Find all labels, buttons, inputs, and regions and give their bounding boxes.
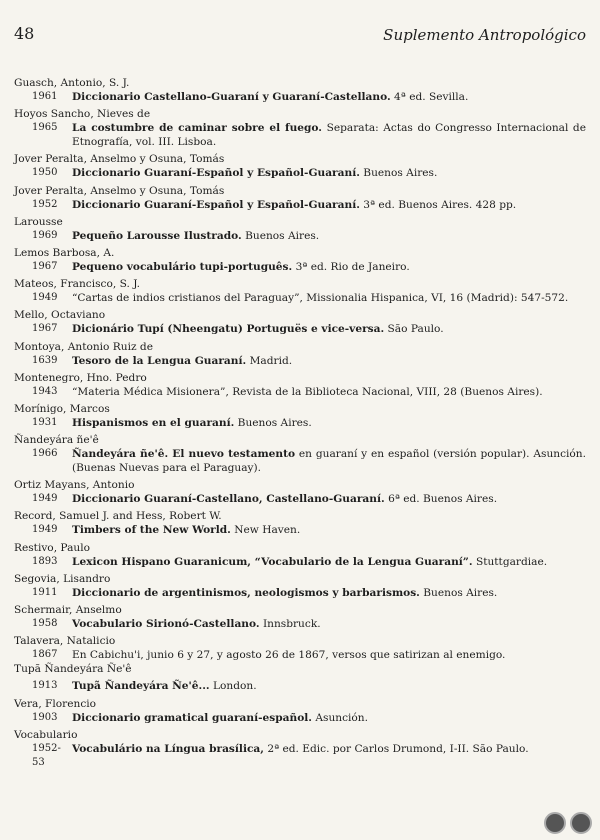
entry-work	[64, 617, 586, 631]
entry-year: 1893	[32, 555, 58, 567]
entry-work	[64, 385, 586, 399]
entry-author: Jover Peralta, Anselmo y Osuna, Tomás	[14, 184, 225, 197]
entry-work	[64, 260, 586, 274]
entry-author: Talavera, Natalicio	[14, 635, 116, 648]
bibliography-entry	[14, 478, 586, 506]
entry-work	[64, 648, 586, 662]
entry-details: Asunción.	[312, 711, 368, 724]
entry-author: Tupã Ñandeyára Ñe'ê	[14, 663, 132, 676]
entry-line	[14, 354, 586, 368]
entry-year: 1950	[32, 167, 58, 179]
entry-title: Vocabulário na Língua brasílica,	[72, 742, 264, 755]
entry-work	[64, 322, 586, 336]
entry-year: 1867	[32, 649, 58, 661]
entry-author: Mello, Octaviano	[14, 309, 106, 322]
entry-author: Segovia, Lisandro	[14, 572, 111, 585]
entry-work	[64, 121, 586, 149]
entry-details: 3ª ed. Buenos Aires. 428 pp.	[359, 198, 517, 211]
entry-year: 1961	[32, 91, 58, 102]
entry-line	[14, 492, 586, 506]
entry-author: Montenegro, Hno. Pedro	[14, 371, 147, 384]
entry-work	[64, 555, 586, 569]
entry-work	[64, 90, 586, 104]
entry-author: Montoya, Antonio Ruiz de	[14, 340, 153, 353]
entry-year: 1967	[32, 323, 58, 335]
running-head: Suplemento Antropológico	[383, 26, 586, 44]
entry-details: Innsbruck.	[259, 618, 321, 630]
entry-year: 1639	[32, 354, 58, 366]
entry-details: 2ª ed. Edic. por Carlos Drumond, I-II. São Paulo.	[263, 742, 529, 755]
entry-title: La costumbre de caminar sobre el fuego.	[72, 122, 322, 135]
entry-details: 6ª ed. Buenos Aires.	[384, 493, 498, 506]
entry-details: Buenos Aires.	[359, 167, 438, 180]
entry-title: Diccionario Guaraní-Español y Español-Guaraní.	[72, 167, 360, 180]
entry-year: 1903	[32, 711, 58, 723]
entry-author: Lemos Barbosa, A.	[14, 246, 115, 259]
entry-title: Lexicon Hispano Guaranicum, “Vocabulario de la Lengua Guaraní”.	[72, 555, 473, 568]
entry-year: 1966	[32, 448, 58, 460]
bibliography-entry	[14, 371, 586, 399]
bibliography-list	[14, 76, 586, 773]
entry-details: London.	[209, 680, 257, 693]
entry-title: Diccionario de argentinismos, neologismos y barbarismos.	[72, 586, 420, 599]
bibliography-entry	[14, 634, 586, 676]
bibliography-entry	[14, 107, 586, 149]
entry-work	[64, 229, 586, 243]
entry-details: 3ª ed. Rio de Janeiro.	[292, 260, 410, 273]
corner-icons	[544, 812, 592, 834]
entry-line	[14, 447, 586, 475]
page-number: 48	[14, 24, 35, 43]
entry-line	[14, 586, 586, 600]
bibliography-entry	[14, 184, 586, 212]
entry-title: Hispanismos en el guaraní.	[72, 416, 235, 429]
entry-year: 1911	[32, 586, 58, 598]
entry-line	[14, 322, 586, 336]
bibliography-entry	[14, 679, 586, 693]
entry-line	[14, 416, 586, 430]
entry-details: Separata: Actas do Congresso Internacional de Etnografía, vol. III. Lisboa.	[72, 122, 586, 149]
bibliography-entry	[14, 277, 586, 305]
entry-details: Buenos Aires.	[234, 416, 312, 429]
entry-author: Hoyos Sancho, Nieves de	[14, 108, 151, 121]
entry-title: Diccionario Castellano-Guaraní y Guaraní-Castellano.	[72, 91, 391, 103]
entry-line	[14, 260, 586, 274]
entry-title: Vocabulario Sirionó-Castellano.	[72, 618, 260, 630]
entry-line	[14, 555, 586, 569]
entry-year: 1952-53	[32, 742, 61, 768]
entry-details: en guaraní y en español (versión popular). Asunción. (Buenas Nuevas para el Paraguay).	[72, 448, 586, 475]
entry-year: 1931	[32, 416, 58, 428]
bibliography-entry	[14, 152, 586, 180]
entry-author: Guasch, Antonio, S. J.	[14, 77, 130, 89]
entry-year: 1967	[32, 260, 58, 272]
entry-title: Diccionario gramatical guaraní-español.	[72, 711, 312, 724]
bibliography-entry	[14, 246, 586, 274]
entry-details: “Cartas de indios cristianos del Paraguay”, Missionalia Hispanica, VI, 16 (Madrid): 547-572.	[72, 292, 569, 305]
circle-badge-icon	[570, 812, 592, 834]
entry-author: Vocabulario	[14, 728, 78, 741]
entry-work	[64, 354, 586, 368]
entry-line	[14, 617, 586, 631]
entry-author: Jover Peralta, Anselmo y Osuna, Tomás	[14, 153, 225, 166]
entry-title: Tupã Ñandeyára Ñe'ê...	[72, 680, 210, 693]
entry-title: Tesoro de la Lengua Guaraní.	[72, 354, 247, 367]
entry-work	[64, 291, 586, 305]
entry-title: Dicionário Tupí (Nheengatu) Portuguës e vice-versa.	[72, 323, 385, 336]
entry-year: 1943	[32, 385, 58, 397]
entry-author: Schermair, Anselmo	[14, 604, 122, 616]
entry-details: New Haven.	[230, 524, 301, 537]
entry-line	[14, 679, 586, 693]
entry-line	[14, 121, 586, 149]
entry-author: Mateos, Francisco, S. J.	[14, 278, 141, 291]
bibliography-entry	[14, 76, 586, 104]
entry-line	[14, 711, 586, 725]
entry-work	[64, 492, 586, 506]
entry-year: 1949	[32, 493, 58, 505]
entry-year: 1949	[32, 524, 58, 536]
entry-work	[64, 523, 586, 537]
entry-title: Pequeno vocabulário tupi-português.	[72, 260, 293, 273]
entry-line	[14, 385, 586, 399]
entry-details: En Cabichu'i, junio 6 y 27, y agosto 26 de 1867, versos que satirizan al enemigo.	[72, 649, 506, 662]
entry-work	[64, 586, 586, 600]
entry-details: Buenos Aires.	[419, 586, 498, 599]
entry-line	[14, 291, 586, 305]
bibliography-entry	[14, 509, 586, 537]
bibliography-entry	[14, 697, 586, 725]
entry-details: São Paulo.	[384, 323, 444, 336]
entry-author: Restivo, Paulo	[14, 541, 90, 554]
bibliography-entry	[14, 215, 586, 243]
entry-author: Vera, Florencio	[14, 697, 97, 710]
entry-title: Ñandeyára ñe'ê. El nuevo testamento	[72, 448, 296, 461]
entry-year: 1965	[32, 122, 58, 134]
entry-line	[14, 229, 586, 243]
entry-year: 1952	[32, 198, 58, 210]
entry-author: Ñandeyára ñe'ê	[14, 434, 99, 447]
entry-line	[14, 742, 586, 770]
bibliography-entry	[14, 308, 586, 336]
bibliography-entry	[14, 541, 586, 569]
entry-title: Diccionario Guaraní-Castellano, Castellano-Guaraní.	[72, 493, 385, 506]
entry-details: Madrid.	[246, 354, 293, 367]
entry-author: Record, Samuel J. and Hess, Robert W.	[14, 510, 222, 523]
entry-line	[14, 166, 586, 180]
entry-details: Buenos Aires.	[241, 229, 320, 242]
bibliography-entry	[14, 728, 586, 770]
entry-details: 4ª ed. Sevilla.	[390, 91, 469, 103]
entry-title: Diccionario Guaraní-Español y Español-Guaraní.	[72, 198, 360, 211]
entry-year: 1949	[32, 292, 58, 304]
bibliography-entry	[14, 340, 586, 368]
bibliography-entry	[14, 603, 586, 631]
entry-work	[64, 679, 586, 693]
bibliography-entry	[14, 572, 586, 600]
bibliography-entry	[14, 402, 586, 430]
entry-author: Ortiz Mayans, Antonio	[14, 479, 135, 492]
entry-title: Timbers of the New World.	[72, 524, 231, 537]
bibliography-entry	[14, 433, 586, 475]
entry-year: 1958	[32, 618, 58, 629]
entry-work	[64, 166, 586, 180]
entry-year: 1969	[32, 229, 58, 241]
entry-line	[14, 648, 586, 662]
entry-details: “Materia Médica Misionera”, Revista de la Biblioteca Nacional, VIII, 28 (Buenos Aires).	[72, 385, 543, 398]
entry-author: Larousse	[14, 215, 63, 228]
entry-work	[64, 447, 586, 475]
entry-work	[64, 742, 586, 770]
entry-work	[64, 416, 586, 430]
entry-line	[14, 90, 586, 104]
entry-line	[14, 198, 586, 212]
entry-details: Stuttgardiae.	[472, 555, 548, 568]
entry-work	[64, 198, 586, 212]
entry-title: Pequeño Larousse Ilustrado.	[72, 229, 242, 242]
entry-year: 1913	[32, 680, 58, 692]
circle-badge-icon	[544, 812, 566, 834]
entry-author: Morínigo, Marcos	[14, 402, 110, 415]
entry-work	[64, 711, 586, 725]
entry-line	[14, 523, 586, 537]
